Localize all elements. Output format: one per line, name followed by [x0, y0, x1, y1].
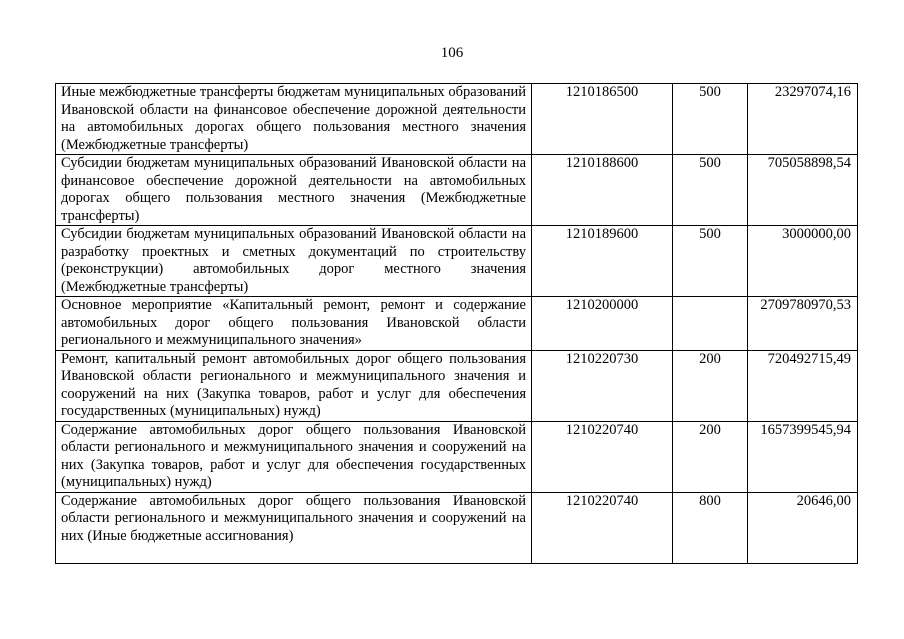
table-row — [56, 492, 858, 563]
row-name-cell: Содержание автомобильных дорог общего пользования Ивановской области регионального и межмуниципального значения и сооружений на них (Иные бюджетные ассигнования) — [56, 492, 532, 563]
row-kind-cell: 500 — [673, 226, 748, 297]
row-amount-cell: 3000000,00 — [748, 226, 858, 297]
row-name-cell: Ремонт, капитальный ремонт автомобильных дорог общего пользования Ивановской области регионального и межмуниципального значения и сооружений на них (Закупка товаров, работ и услуг для обеспечения государственных (муниципальных) нужд) — [56, 350, 532, 421]
row-code-cell: 1210200000 — [532, 297, 673, 351]
row-kind-cell: 500 — [673, 155, 748, 226]
row-amount-cell: 2709780970,53 — [748, 297, 858, 351]
table-row — [56, 421, 858, 492]
table-row — [56, 350, 858, 421]
row-kind-cell — [673, 297, 748, 351]
row-code-cell: 1210220740 — [532, 421, 673, 492]
row-kind-cell: 200 — [673, 350, 748, 421]
row-code-cell: 1210189600 — [532, 226, 673, 297]
row-name-cell: Субсидии бюджетам муниципальных образований Ивановской области на финансовое обеспечение дорожной деятельности на автомобильных дорогах общего пользования местного значения (Межбюджетные трансферты) — [56, 155, 532, 226]
row-amount-cell: 23297074,16 — [748, 84, 858, 155]
row-amount-cell: 1657399545,94 — [748, 421, 858, 492]
row-code-cell: 1210220730 — [532, 350, 673, 421]
row-kind-cell: 200 — [673, 421, 748, 492]
row-code-cell: 1210186500 — [532, 84, 673, 155]
table-row — [56, 297, 858, 351]
row-code-cell: 1210188600 — [532, 155, 673, 226]
table-row — [56, 226, 858, 297]
row-amount-cell: 720492715,49 — [748, 350, 858, 421]
row-name-cell: Иные межбюджетные трансферты бюджетам муниципальных образований Ивановской области на финансовое обеспечение дорожной деятельности на автомобильных дорогах общего пользования местного значения (Межбюджетные трансферты) — [56, 84, 532, 155]
row-kind-cell: 500 — [673, 84, 748, 155]
row-name-cell: Основное мероприятие «Капитальный ремонт, ремонт и содержание автомобильных дорог общего пользования Ивановской области регионального и межмуниципального значения» — [56, 297, 532, 351]
row-amount-cell: 705058898,54 — [748, 155, 858, 226]
row-name-cell: Субсидии бюджетам муниципальных образований Ивановской области на разработку проектных и сметных документаций по строительству (реконструкции) автомобильных дорог местного значения (Межбюджетные трансферты) — [56, 226, 532, 297]
row-code-cell: 1210220740 — [532, 492, 673, 563]
row-kind-cell: 800 — [673, 492, 748, 563]
row-name-cell: Содержание автомобильных дорог общего пользования Ивановской области регионального и межмуниципального значения и сооружений на них (Закупка товаров, работ и услуг для обеспечения государственных (муниципальных) нужд) — [56, 421, 532, 492]
table-row — [56, 155, 858, 226]
budget-table — [55, 83, 858, 564]
row-amount-cell: 20646,00 — [748, 492, 858, 563]
table-row — [56, 84, 858, 155]
page-number: 106 — [440, 45, 464, 61]
